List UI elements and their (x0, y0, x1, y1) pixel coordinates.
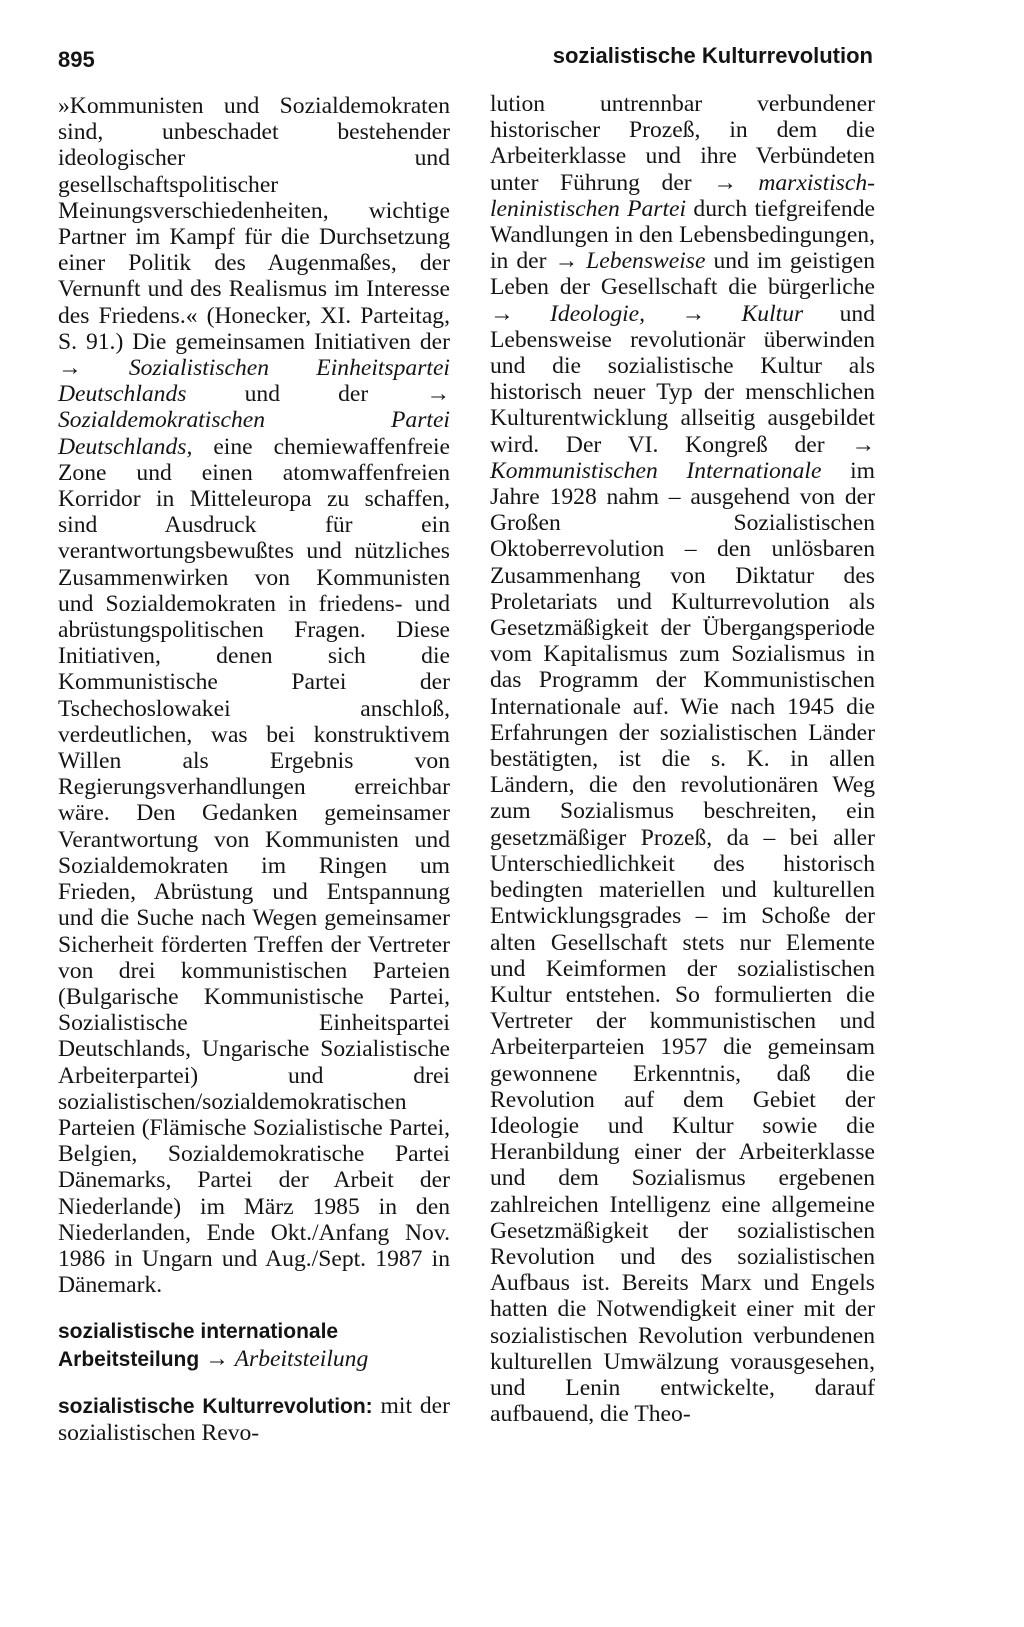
text-run: im Jahre 1928 nahm – ausgehend von der Großen Sozialistischen Oktoberrevolution – den unlösbaren Zusammenhang von Diktatur des Proletariats und Kulturrevolution als Gesetzmäßigkeit der Übergangsperiode vom Kapitalismus zum Sozialismus in das Programm der Kommunistischen Internationale auf. Wie nach 1945 die Erfahrungen der sozialistischen Länder bestätigten, ist die s. K. in allen Ländern, die den revolutionären Weg zum Sozialismus beschreiten, ein gesetzmäßiger Prozeß, da – bei aller Unterschiedlichkeit des historisch bedingten materiellen und kulturellen Entwicklungsgrades – im Schoße der alten Gesellschaft stets nur Elemente und Keimformen der sozialistischen Kultur entstehen. So formulierten die Vertreter der kommunistischen und Arbeiterparteien 1957 die gemeinsam gewonnene Erkenntnis, daß die Revolution auf dem Gebiet der Ideologie und Kultur sowie die Heranbildung einer der Arbeiterklasse und dem Sozialismus ergebenen zahlreichen Intelligenz eine allgemeine Gesetzmäßigkeit der sozialistischen Revolution und des sozialistischen Aufbaus ist. Bereits Marx und Engels hatten die Notwendigkeit einer mit der sozialistischen Revolution verbundenen kulturellen Umwälzung vorausgesehen, und Lenin entwickelte, darauf aufbauend, die Theo- (490, 457, 875, 1428)
entry-kulturrevolution (58, 1393, 450, 1446)
paragraph-kulturrevolution-continued (490, 91, 875, 1427)
page-header (58, 40, 873, 80)
cross-reference-komintern: Kommunistischen Internationale (490, 457, 822, 484)
cross-reference-arrow: → (426, 381, 450, 408)
paragraph-quote (58, 93, 450, 1298)
text-run: mit der sozialistischen Revo- (58, 1392, 450, 1446)
cross-reference-arrow: → (713, 169, 737, 196)
cross-reference-arrow: → (490, 300, 514, 327)
cross-reference-kultur: Kultur (741, 300, 804, 327)
entry-internationale-arbeitsteilung (58, 1318, 450, 1372)
page-number: 895 (58, 47, 95, 72)
cross-reference-arrow: → (58, 355, 82, 382)
text-run: und der (244, 381, 369, 408)
cross-reference-arrow: → (851, 431, 876, 458)
cross-reference-partei: marxistisch-leninistischen Partei (490, 169, 875, 222)
text-run: eine chemiewaffenfreie Zone und einen atomwaffenfreien Korridor in Mitteleuropa zu schaffen, sind Ausdruck für ein verantwortungsbewußtes und nützliches Zusammenwirken von Kommunisten und Sozialdemokraten in friedens- und abrüstungspolitischen Fragen. Diese Initiativen, denen sich die Kommunistische Partei der Tschechoslowakei anschloß, verdeutlichen, was bei konstruktivem Willen als Ergebnis von Regierungsverhandlungen erreichbar wäre. Den Gedanken gemeinsamer Verantwortung von Kommunisten und Sozialdemokraten im Ringen um Frieden, Abrüstung und Entspannung und die Suche nach Wegen gemeinsamer Sicherheit förderten Treffen der Vertreter von drei kommunistischen Parteien (Bulgarische Kommunistische Partei, Sozialistische Einheitspartei Deutschlands, Ungarische Sozialistische Arbeiterpartei) und drei sozialistischen/sozialdemokratischen Parteien (Flämische Sozialistische Partei, Belgien, Sozialdemokratische Partei Dänemarks, Partei der Arbeit der Niederlande) im März 1985 in den Niederlanden, Ende Okt./Anfang Nov. 1986 in Ungarn und Aug./Sept. 1987 in Dänemark. (58, 433, 450, 1299)
text-run: durch tiefgreifende Wandlungen in den Lebensbedingungen, in der (490, 195, 875, 275)
cross-reference-lebensweise: Lebensweise (586, 248, 706, 275)
left-column (58, 93, 450, 1446)
right-column (490, 91, 875, 1427)
cross-reference-arbeitsteilung: Arbeitsteilung (234, 1345, 369, 1372)
cross-reference-ideologie: Ideologie, (550, 300, 646, 327)
cross-reference-arrow: → (554, 248, 579, 275)
entry-headword: sozialistische Kulturrevolution: (58, 1394, 373, 1418)
cross-reference-sed: Sozialistischen Einheitspartei Deutschlands (58, 355, 450, 408)
text-run: »Kommunisten und Sozialdemokraten sind, unbeschadet bestehender ideologischer und gesellschaftspolitischer Meinungsverschiedenheiten, wichtige Partner im Kampf für die Durchsetzung einer Politik des Augenmaßes, der Vernunft und des Realismus im Interesse des Friedens.« (Honecker, XI. Parteitag, S. 91.) Die gemeinsamen Initiativen der (58, 93, 450, 355)
text-run: und im geistigen Leben der Gesellschaft die bürgerliche (490, 248, 875, 301)
running-head: sozialistische Kulturrevolution (552, 43, 873, 68)
cross-reference-arrow: → (681, 300, 706, 327)
entry-headword: sozialistische internationale Arbeitsteilung (58, 1320, 339, 1371)
text-run: und Lebensweise revolutionär überwinden und die sozialistische Kultur als historisch neuer Typ der menschlichen Kulturentwicklung allseitig ausgebildet wird. Der VI. Kongreß der (490, 300, 876, 458)
cross-reference-spd: Sozialdemokratischen Partei Deutschlands, (58, 407, 450, 460)
text-run: lution untrennbar verbundener historischer Prozeß, in dem die Arbeiterklasse und ihre Verbündeten unter Führung der (490, 91, 875, 196)
cross-reference-arrow: → (205, 1345, 229, 1372)
